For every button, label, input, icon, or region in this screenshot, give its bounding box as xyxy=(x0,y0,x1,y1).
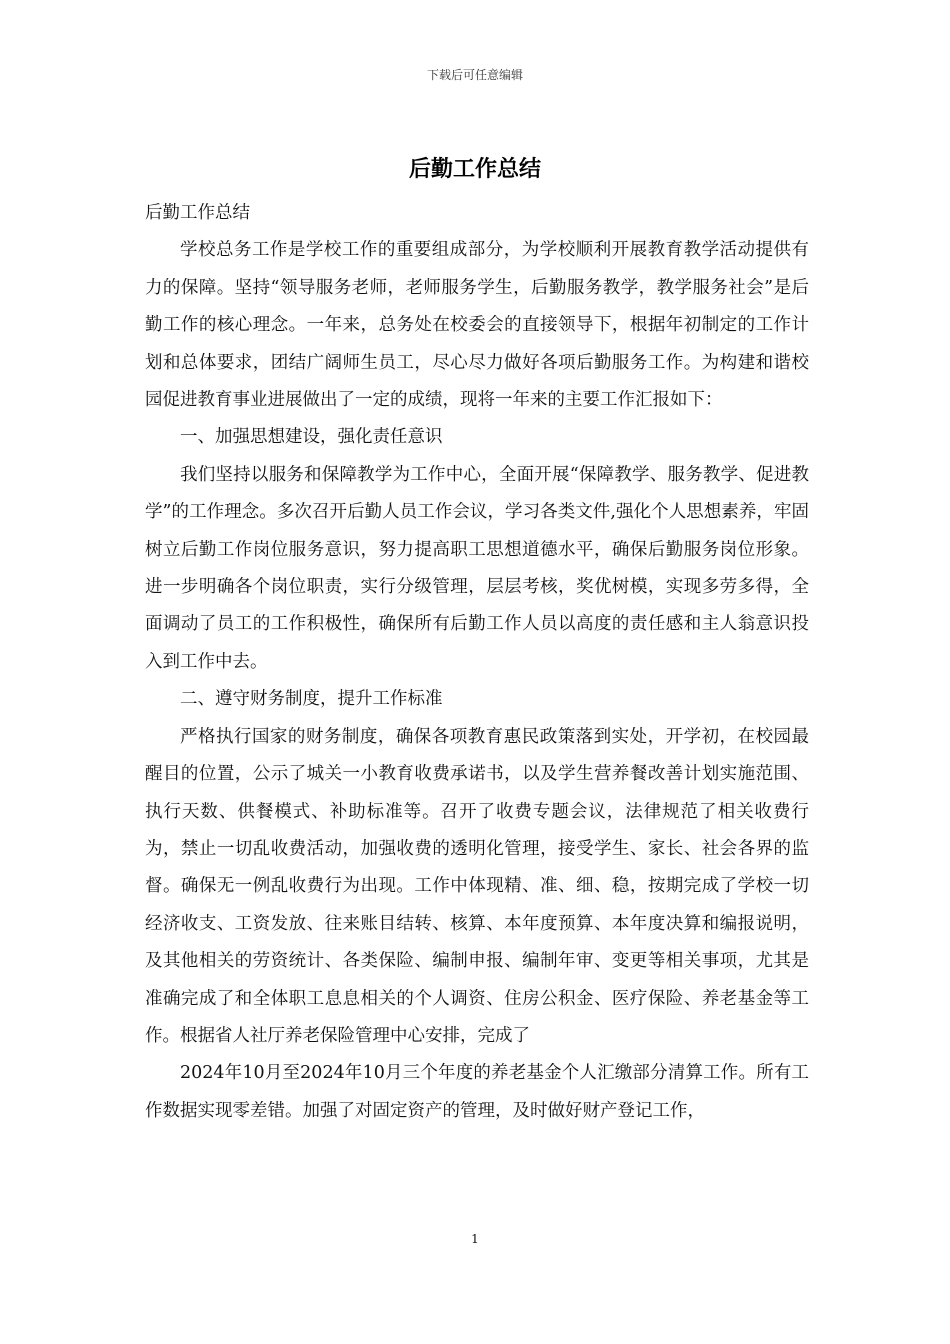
paragraph-intro: 学校总务工作是学校工作的重要组成部分，为学校顺利开展教育教学活动提供有力的保障。坚持“领导服务老师，老师服务学生，后勤服务教学，教学服务社会”是后勤工作的核心理念。一年来，总务处在校委会的直接领导下，根据年初制定的工作计划和总体要求，团结广阔师生员工，尽心尽力做好各项后勤服务工作。为构建和谐校园促进教育事业进展做出了一定的成绩，现将一年来的主要工作汇报如下： xyxy=(145,240,809,411)
document-subtitle: 后勤工作总结 xyxy=(145,203,250,223)
paragraph-continuation: 2024年10月至2024年10月三个年度的养老基金个人汇缴部分清算工作。所有工作数据实现零差错。加强了对固定资产的管理，及时做好财产登记工作， xyxy=(145,1063,809,1121)
paragraph-section-2: 严格执行国家的财务制度，确保各项教育惠民政策落到实处，开学初，在校园最醒目的位置，公示了城关一小教育收费承诺书，以及学生营养餐改善计划实施范围、执行天数、供餐模式、补助标准等。召开了收费专题会议，法律规范了相关收费行为，禁止一切乱收费活动，加强收费的透明化管理，接受学生、家长、社会各界的监督。确保无一例乱收费行为出现。工作中体现精、准、细、稳，按期完成了学校一切经济收支、工资发放、往来账目结转、核算、本年度预算、本年度决算和编报说明，及其他相关的劳资统计、各类保险、编制申报、编制年审、变更等相关事项，尤其是准确完成了和全体职工息息相关的个人调资、住房公积金、医疗保险、养老基金等工作。根据省人社厅养老保险管理中心安排，完成了 xyxy=(145,726,809,1046)
section-heading-1: 一、加强思想建设，强化责任意识 xyxy=(180,427,443,448)
paragraph-section-1: 我们坚持以服务和保障教学为工作中心，全面开展“保障教学、服务教学、促进教学”的工作理念。多次召开后勤人员工作会议，学习各类文件,强化个人思想素养，牢固树立后勤工作岗位服务意识，努力提高职工思想道德水平，确保后勤服务岗位形象。进一步明确各个岗位职责，实行分级管理，层层考核，奖优树模，实现多劳多得，全面调动了员工的工作积极性，确保所有后勤工作人员以高度的责任感和主人翁意识投入到工作中去。 xyxy=(145,464,809,672)
document-title: 后勤工作总结 xyxy=(408,156,541,182)
page-number: 1 xyxy=(471,1232,479,1246)
section-heading-2: 二、遵守财务制度，提升工作标准 xyxy=(180,689,443,710)
header-note: 下载后可任意编辑 xyxy=(426,68,523,82)
document-body xyxy=(145,195,809,1130)
